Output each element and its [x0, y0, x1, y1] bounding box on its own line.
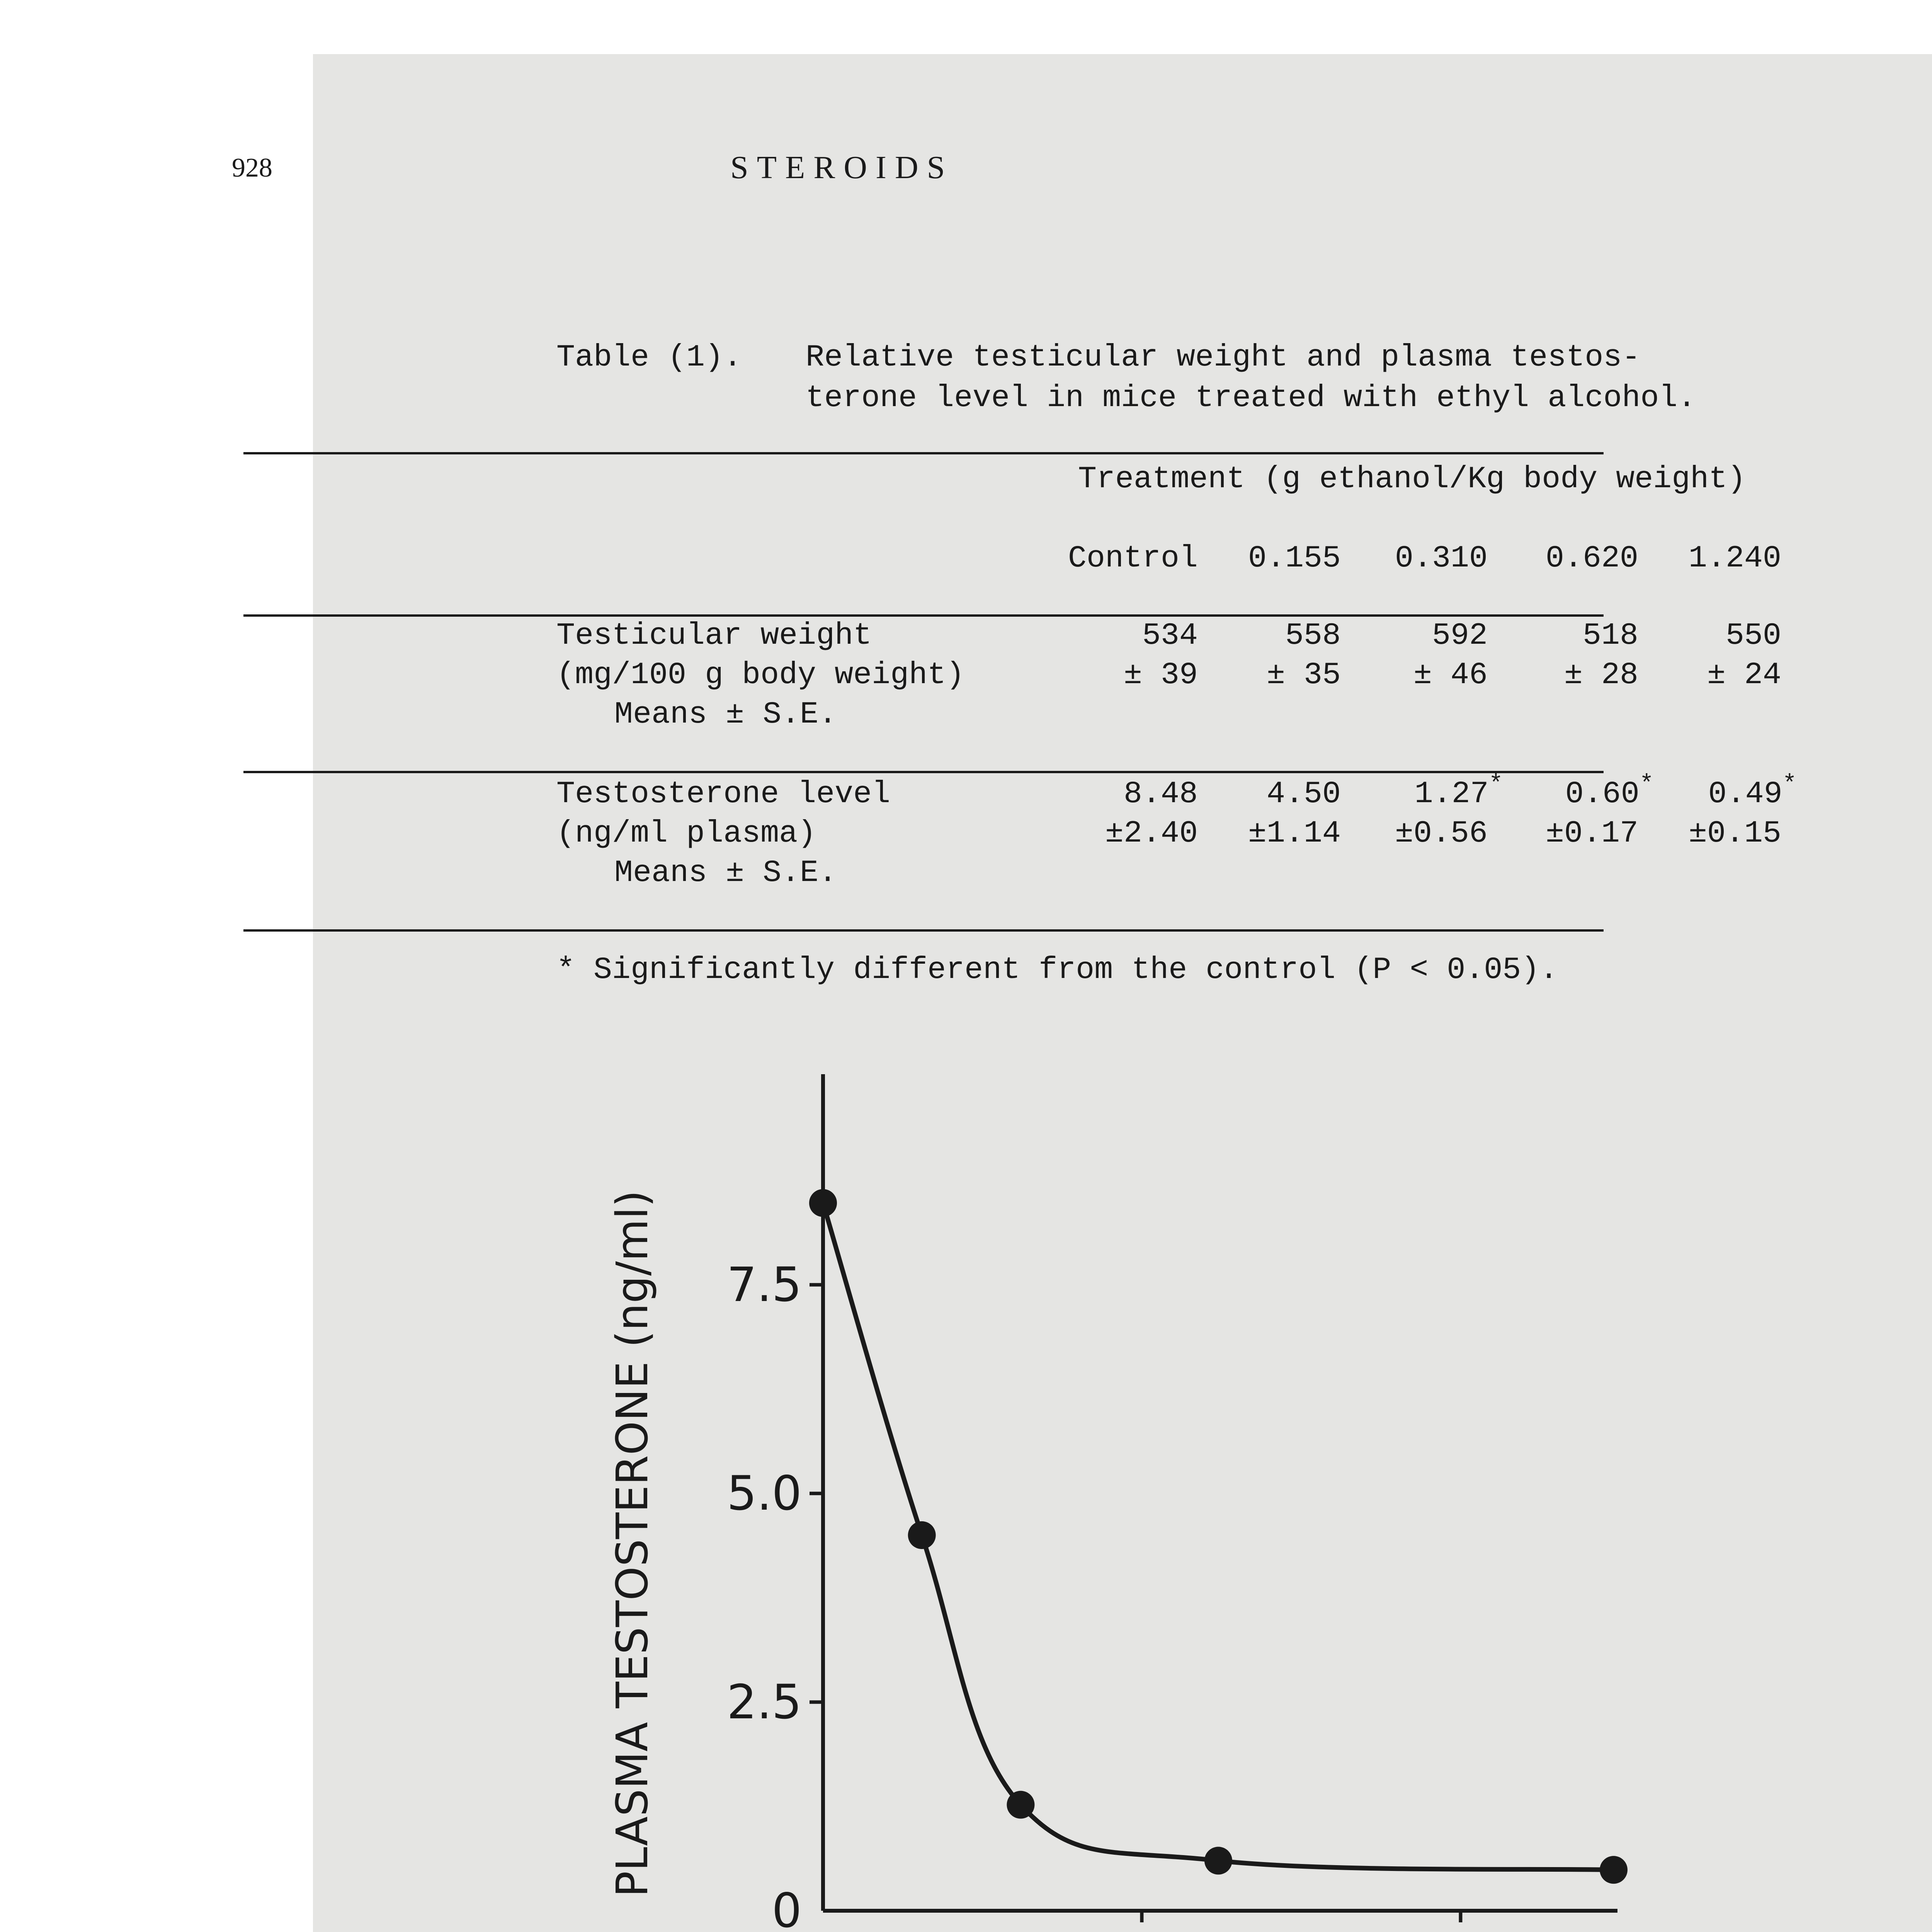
significance-star: * [1488, 770, 1503, 798]
table-cell-se: ±0.17 [1545, 816, 1638, 851]
bottom-rule [243, 929, 1604, 932]
row2-label-line2: (ng/ml plasma) [556, 816, 816, 851]
y-tick-label: 2.5 [726, 1675, 802, 1730]
table-cell-se: ± 35 [1266, 658, 1341, 693]
data-point [809, 1189, 837, 1217]
table-cell-mean: 8.48 [1123, 777, 1198, 812]
data-point [1007, 1791, 1035, 1819]
table-cell-mean: 550 [1725, 618, 1781, 653]
table-top-rule [243, 452, 1604, 454]
row1-label-line2: (mg/100 g body weight) [556, 658, 965, 693]
table-cell-mean: 558 [1285, 618, 1341, 653]
row2-label-line1: Testosterone level [556, 777, 891, 812]
table-caption-line2: terone level in mice treated with ethyl alcohol. [806, 381, 1696, 416]
table-cell-se: ±1.14 [1248, 816, 1341, 851]
y-tick-label: 7.5 [726, 1257, 802, 1312]
data-point [1204, 1847, 1232, 1874]
chart-axes [823, 1074, 1617, 1911]
column-header: 0.310 [1395, 541, 1488, 576]
table-cell-se: ± 24 [1707, 658, 1781, 693]
column-header: 1.240 [1688, 541, 1781, 576]
table-cell-se: ± 28 [1564, 658, 1638, 693]
table-cell-mean: 518 [1582, 618, 1638, 653]
table-cell-mean: 0.60* [1565, 770, 1654, 812]
series-line [823, 1203, 1614, 1870]
table-caption-label: Table (1). [556, 340, 742, 375]
page-number: 928 [232, 153, 272, 183]
y-axis-label: PLASMA TESTOSTERONE (ng/ml) [607, 1190, 658, 1897]
significance-star: * [1639, 770, 1654, 798]
chart-ticks [727, 1257, 1498, 1932]
row1-label-line1: Testicular weight [556, 618, 872, 653]
table-cell-se: ± 46 [1413, 658, 1488, 693]
row1-label-line3: Means ± S.E. [614, 697, 837, 732]
y-tick-label: 5.0 [726, 1466, 802, 1521]
table-cell-mean: 4.50 [1266, 777, 1341, 812]
column-header: 0.155 [1248, 541, 1341, 576]
data-points [809, 1189, 1628, 1884]
treatment-header: Treatment (g ethanol/Kg body weight) [1078, 462, 1746, 497]
table-cell-se: ±0.56 [1395, 816, 1488, 851]
running-head: STEROIDS [730, 150, 954, 185]
table-caption-line1: Relative testicular weight and plasma testos- [806, 340, 1641, 375]
column-header: 0.620 [1545, 541, 1638, 576]
table-cell-mean: 1.27* [1414, 770, 1503, 812]
table-cell-mean: 534 [1142, 618, 1198, 653]
table-footnote: * Significantly different from the control (P < 0.05). [556, 952, 1558, 988]
table-cell-se: ±0.15 [1688, 816, 1781, 851]
table-cell-se: ±2.40 [1105, 816, 1198, 851]
testosterone-chart [580, 1024, 1739, 1932]
significance-star: * [1782, 770, 1797, 798]
data-point [1600, 1856, 1628, 1884]
data-point [908, 1521, 936, 1549]
row2-label-line3: Means ± S.E. [614, 855, 837, 891]
table-cell-mean: 592 [1432, 618, 1488, 653]
middle-rule [243, 771, 1604, 773]
column-header: Control [1068, 541, 1198, 576]
y-tick-label: 0 [772, 1883, 802, 1932]
table-cell-se: ± 39 [1123, 658, 1198, 693]
table-cell-mean: 0.49* [1708, 770, 1797, 812]
header-rule [243, 614, 1604, 617]
